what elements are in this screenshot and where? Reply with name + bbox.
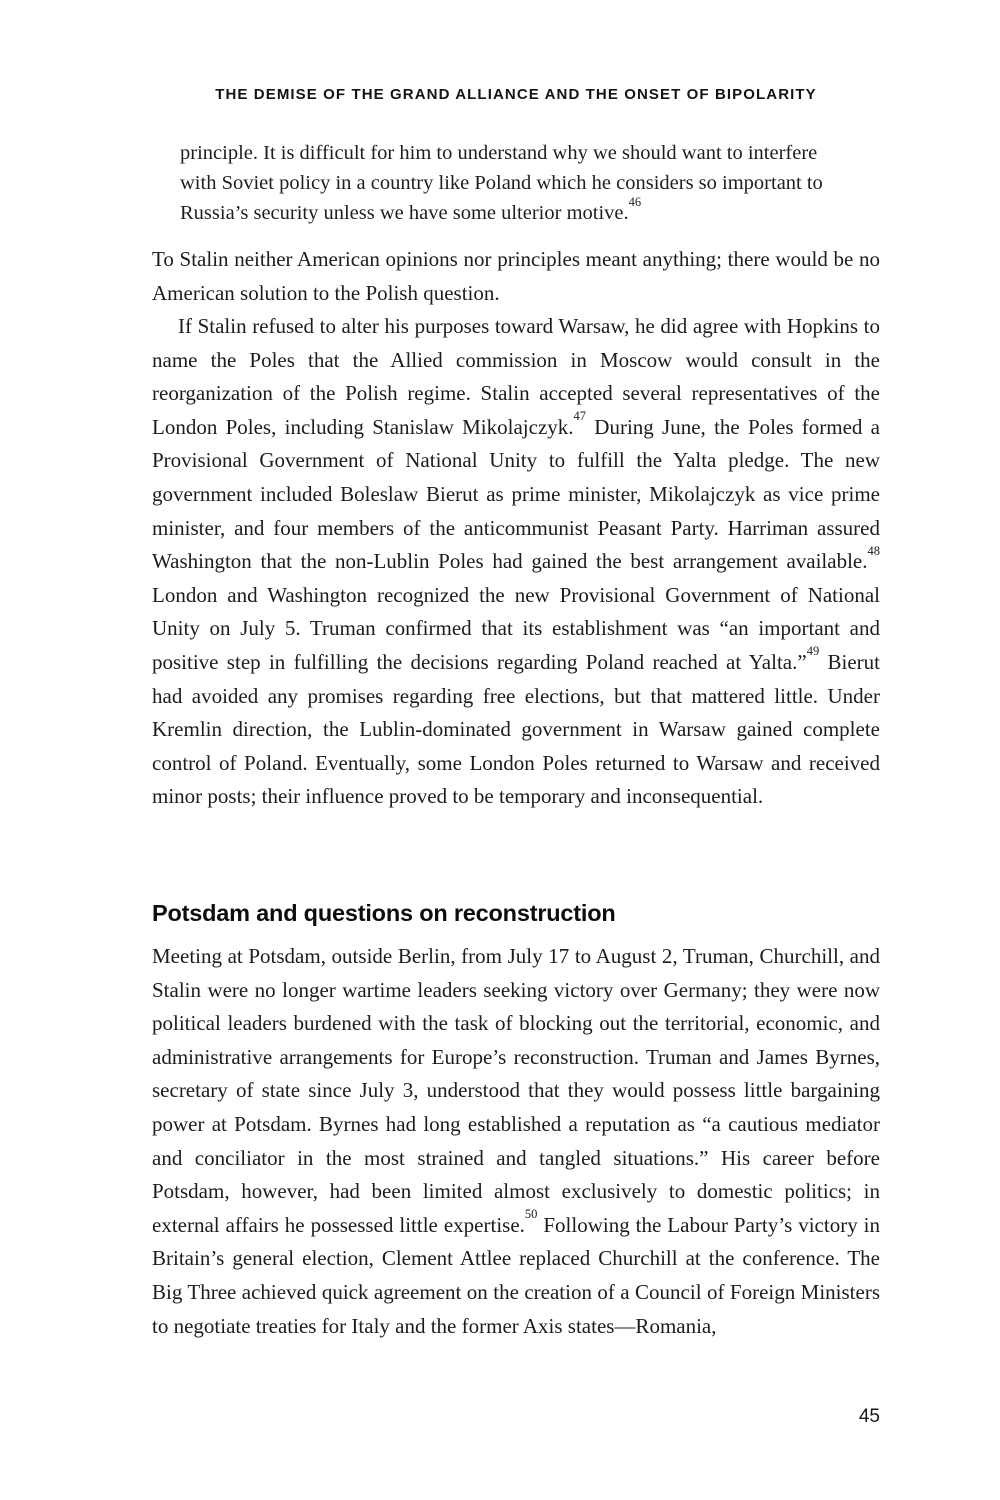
section-heading: Potsdam and questions on reconstruction	[152, 900, 616, 926]
page-number: 45	[858, 1406, 880, 1427]
paragraph-potsdam: Meeting at Potsdam, outside Berlin, from July 17 to August 2, Truman, Churchill, and Stalin were no longer wartime leaders seeking victory over Germany; they were now political leaders burdened with the task of blocking out the territorial, economic, and administrative arrangements for Europe’s reconstruction. Truman and James Byrnes, secretary of state since July 3, understood that they would possess little bargaining power at Potsdam. Byrnes had long established a reputation as “a cautious mediator and conciliator in the most strained and tangled situations.” His career before Potsdam, however, had been limited almost exclusively to domestic politics; in external affairs he possessed little expertise.$^{50}$ Following the Labour Party’s victory in Britain’s general election, Clement Attlee replaced Churchill at the conference. The Big Three achieved quick agreement on the creation of a Council of Foreign Ministers to negotiate treaties for Italy and the former Axis states—Romania,	[152, 944, 880, 1338]
footnote-reference: 47	[573, 409, 587, 424]
paragraph-poland: If Stalin refused to alter his purposes toward Warsaw, he did agree with Hopkins to name the Poles that the Allied commission in Moscow would consult in the reorganization of the Polish regime. Stalin accepted several representatives of the London Poles, including Stanislaw Mikolajczyk.$^{47}$ During June, the Poles formed a Provisional Government of National Unity to fulfill the Yalta pledge. The new government included Boleslaw Bierut as prime minister, Mikolajczyk as vice prime minister, and four members of the anticommunist Peasant Party. Harriman assured Washington that the non-Lublin Poles had gained the best arrangement available.$^{48}$ London and Washington recognized the new Provisional Government of National Unity on July 5. Truman confirmed that its establishment was “an important and positive step in fulfilling the decisions regarding Poland reached at Yalta.”$^{49}$ Bierut had avoided any promises regarding free elections, but that mattered little. Under Kremlin direction, the Lublin-dominated government in Warsaw gained complete control of Poland. Eventually, some London Poles returned to Warsaw and received minor posts; their influence proved to be temporary and inconsequential.	[152, 314, 880, 809]
footnote-reference: 49	[806, 644, 820, 659]
paragraph-intro: To Stalin neither American opinions nor principles meant anything; there would be no American solution to the Polish question.	[152, 247, 880, 305]
footnote-reference: 46	[628, 194, 642, 209]
running-head: THE DEMISE OF THE GRAND ALLIANCE AND THE ONSET OF BIPOLARITY	[215, 86, 817, 103]
footnote-reference: 50	[524, 1207, 538, 1222]
block-quote: principle. It is difficult for him to understand why we should want to interfere with Soviet policy in a country like Poland which he considers so important to Russia’s security unless we have some ulterior motive.$^{46}$	[180, 142, 823, 224]
footnote-reference: 48	[867, 543, 880, 558]
